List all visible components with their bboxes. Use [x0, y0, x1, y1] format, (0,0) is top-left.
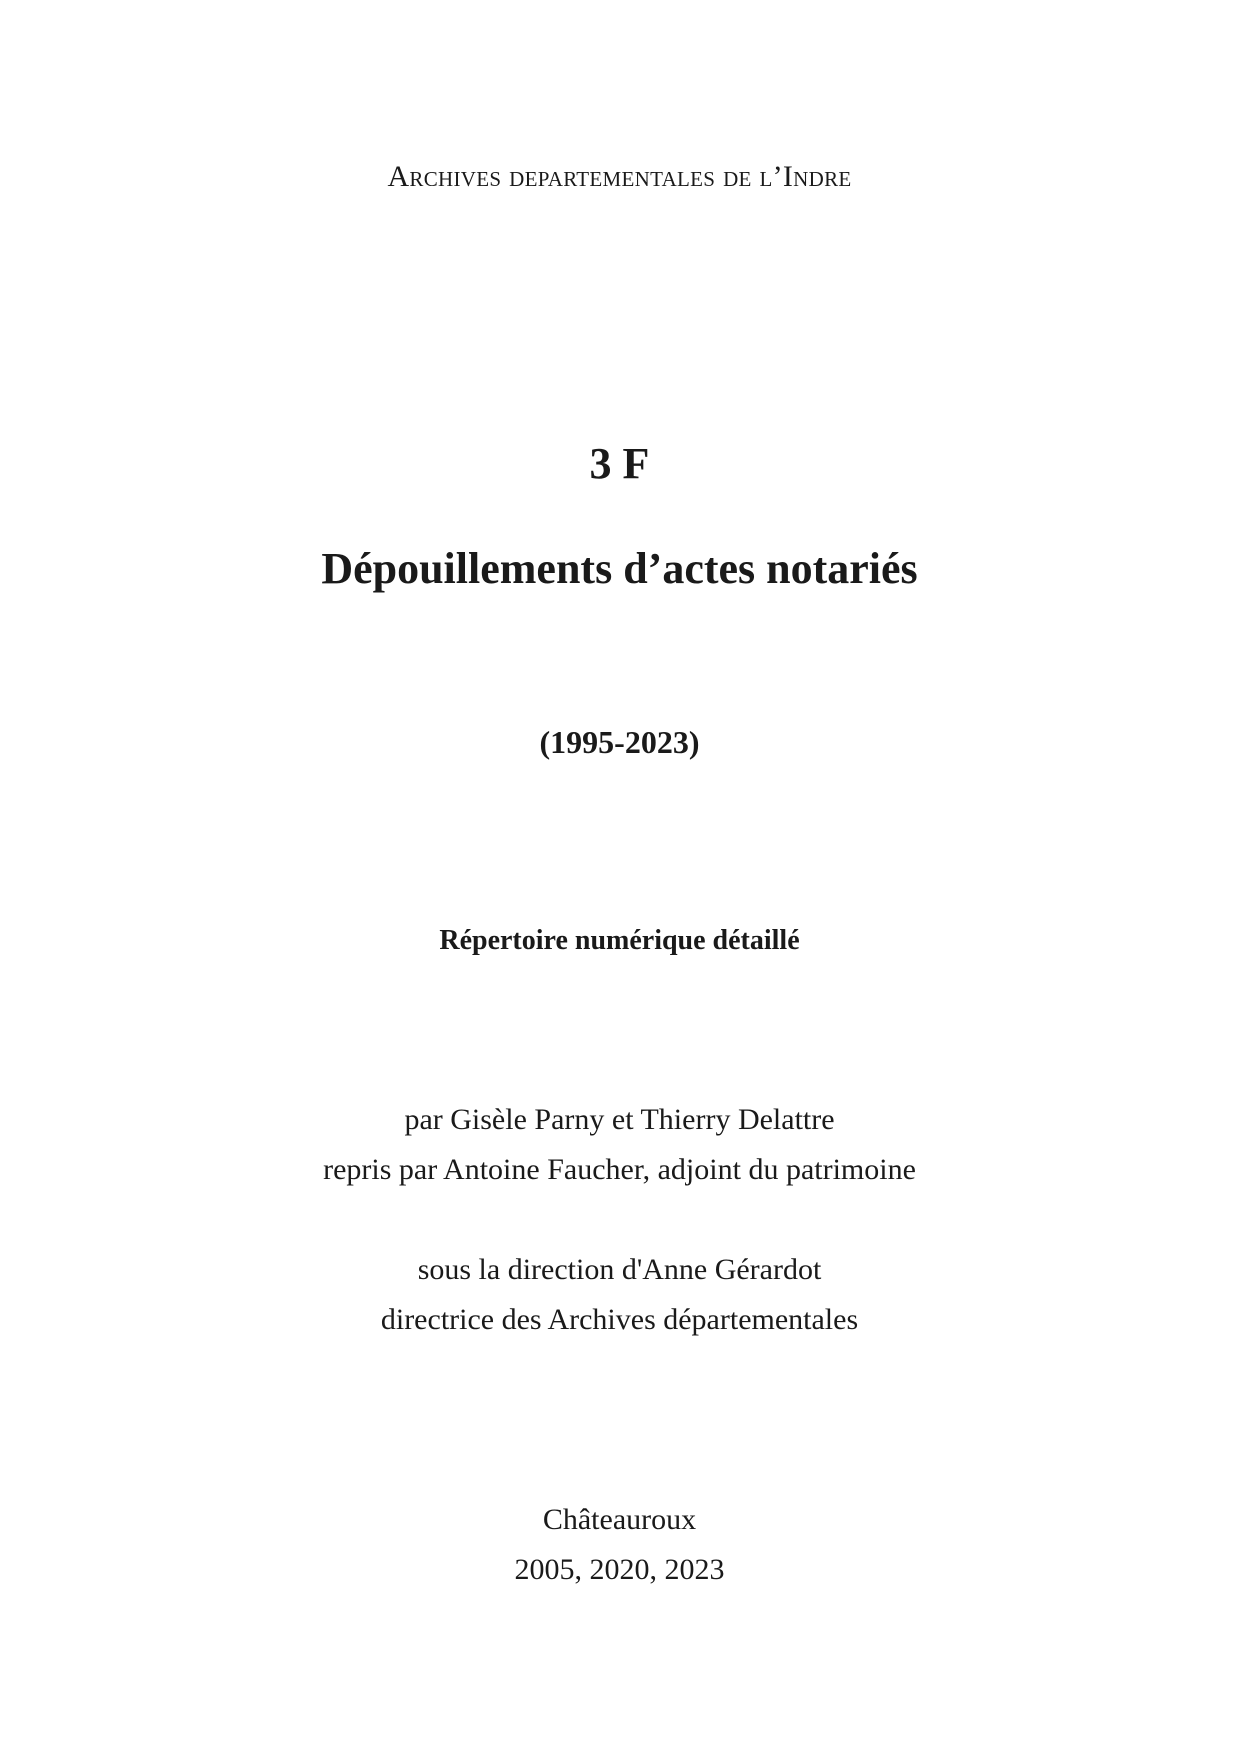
- document-type: Répertoire numérique détaillé: [439, 925, 800, 956]
- fonds-title: Dépouillements d’actes notariés: [321, 544, 918, 593]
- direction-line-1: sous la direction d'Anne Gérardot: [417, 1253, 822, 1286]
- publication-place: Châteauroux: [542, 1503, 697, 1536]
- direction-line-2: directrice des Archives départementales: [380, 1303, 859, 1336]
- date-range: (1995-2023): [539, 724, 700, 760]
- fonds-code: 3 F: [589, 439, 650, 488]
- publication-years: 2005, 2020, 2023: [514, 1553, 725, 1586]
- authors-line-1: par Gisèle Parny et Thierry Delattre: [404, 1103, 835, 1136]
- institution-name: Archives departementales de l’Indre: [387, 160, 852, 193]
- authors-line-2: repris par Antoine Faucher, adjoint du patrimoine: [323, 1153, 916, 1186]
